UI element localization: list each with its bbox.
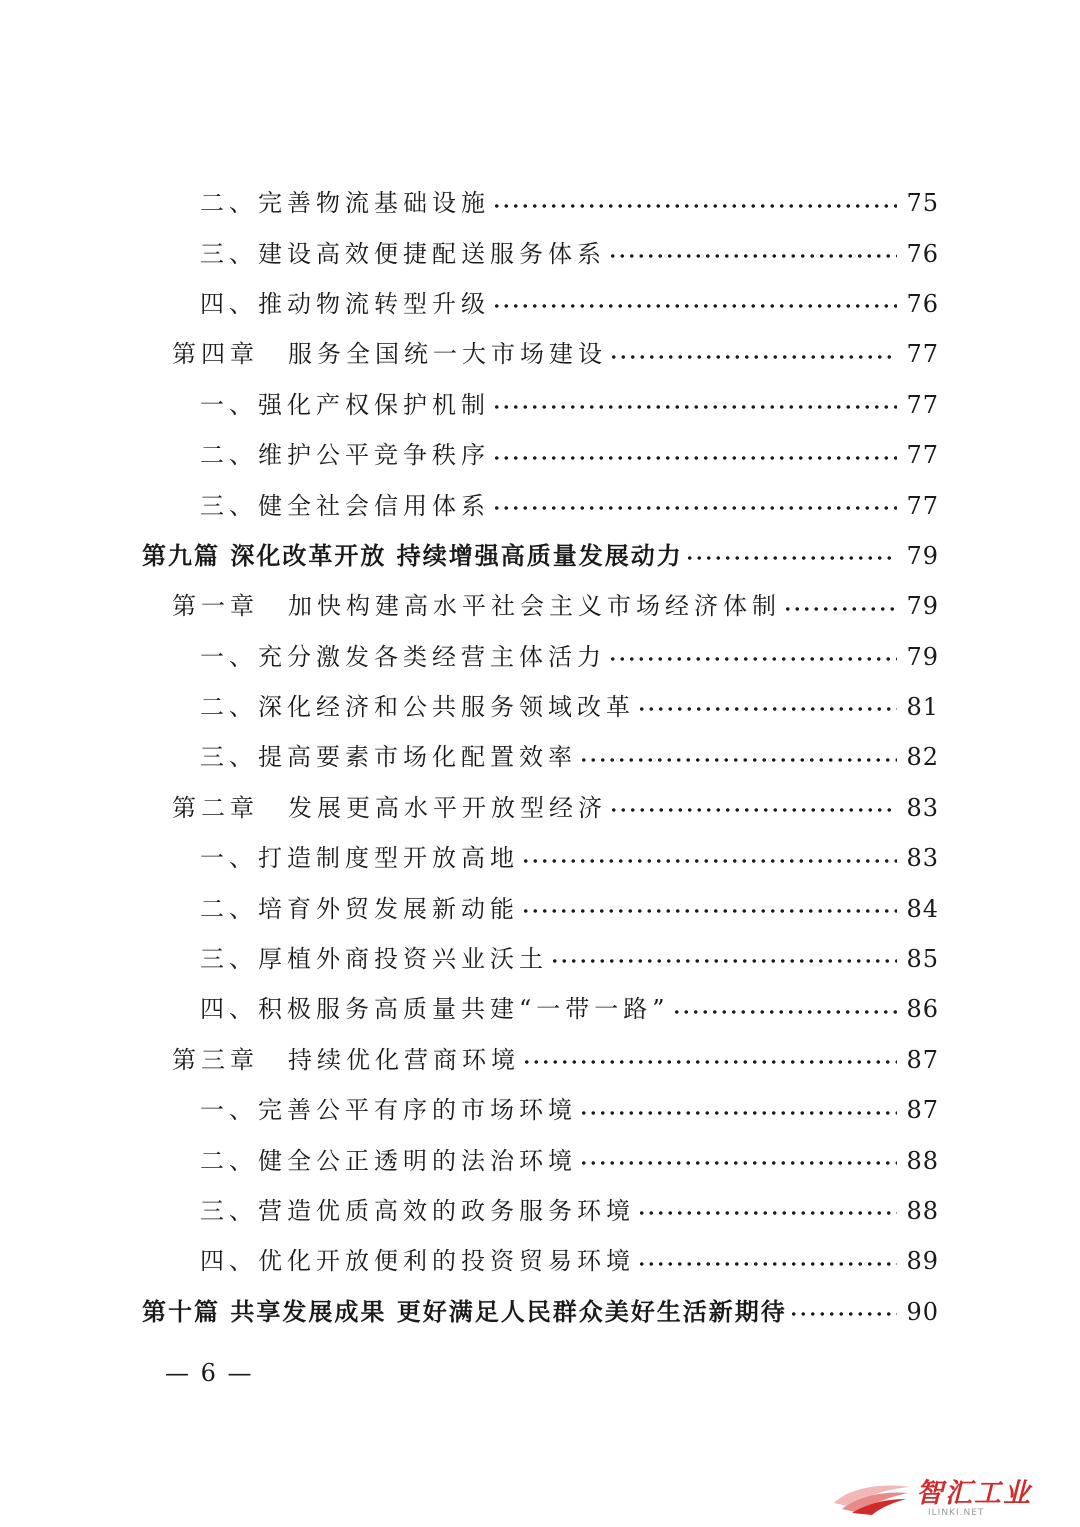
- toc-chapter-entry: [0, 329, 1080, 379]
- dot-leader: [637, 682, 897, 732]
- dot-leader: [783, 581, 897, 631]
- toc-entry: [0, 833, 1080, 883]
- toc-entry-page: 77: [906, 340, 939, 369]
- watermark-brand-text: 智汇工业: [916, 1478, 1032, 1509]
- toc-entry-page: 75: [906, 189, 939, 218]
- toc-chapter-entry: [0, 1035, 1080, 1085]
- dot-leader: [609, 783, 897, 833]
- toc-entry-page: 88: [906, 1197, 939, 1225]
- toc-entry: [0, 178, 1080, 228]
- toc-entry-page: 88: [906, 1146, 939, 1175]
- toc-chapter-entry: [0, 581, 1080, 631]
- toc-entry-title: 第一章 加快构建高水平社会主义市场经济体制: [172, 592, 781, 621]
- toc-entry-title: 三、厚植外商投资兴业沃土: [200, 945, 548, 974]
- toc-entry: [0, 480, 1080, 530]
- toc-entry-title: 一、充分激发各类经营主体活力: [200, 642, 606, 671]
- toc-entry-title: 二、深化经济和公共服务领域改革: [200, 693, 635, 722]
- toc-entry-title: 二、维护公平竞争秩序: [200, 441, 490, 470]
- toc-entry-page: 76: [906, 289, 939, 318]
- dot-leader: [579, 1085, 897, 1135]
- toc-entry: [0, 430, 1080, 480]
- dot-leader: [579, 1136, 897, 1186]
- toc-entry-title: 三、提高要素市场化配置效率: [200, 743, 577, 772]
- dot-leader: [550, 934, 897, 984]
- toc-entry-page: 85: [906, 945, 939, 974]
- toc-entry-title: 三、建设高效便捷配送服务体系: [200, 239, 606, 268]
- dot-leader: [685, 531, 897, 581]
- dot-leader: [492, 279, 897, 329]
- toc-entry-title: 四、积极服务高质量共建“一带一路”: [200, 995, 670, 1024]
- toc-entry-page: 79: [906, 592, 939, 621]
- toc-entry: [0, 632, 1080, 682]
- toc-entry: [0, 682, 1080, 732]
- toc-entry-title: 二、培育外贸发展新动能: [200, 894, 519, 923]
- toc-part-entry: [0, 1287, 1080, 1337]
- toc-entry: [0, 732, 1080, 782]
- toc-entry-title: 第十篇 共享发展成果 更好满足人民群众美好生活新期待: [142, 1297, 787, 1326]
- page-number: — 6 —: [165, 1359, 254, 1387]
- toc-entry-title: 四、优化开放便利的投资贸易环境: [200, 1247, 635, 1276]
- watermark-url-text: ILINKI.NET: [928, 1508, 985, 1518]
- toc-entry-page: 77: [906, 390, 939, 419]
- dot-leader: [579, 732, 897, 782]
- dot-leader: [492, 178, 897, 228]
- dot-leader: [789, 1287, 897, 1337]
- dot-leader: [608, 632, 897, 682]
- toc-chapter-entry: [0, 783, 1080, 833]
- toc-entry-page: 76: [906, 239, 939, 268]
- toc-entry-page: 86: [906, 995, 939, 1024]
- toc-entry: [0, 934, 1080, 984]
- toc-entry-page: 84: [906, 894, 939, 923]
- toc-entry-title: 四、推动物流转型升级: [200, 289, 490, 318]
- dot-leader: [521, 884, 897, 934]
- dot-leader: [492, 481, 897, 531]
- toc-entry-title: 第二章 发展更高水平开放型经济: [172, 793, 607, 822]
- toc-entry-page: 81: [906, 693, 939, 722]
- dot-leader: [522, 1035, 897, 1085]
- dot-leader: [492, 430, 897, 480]
- dot-leader: [672, 984, 897, 1034]
- toc-entry-page: 79: [906, 642, 939, 671]
- toc-entry-page: 77: [906, 441, 939, 470]
- toc-entry-title: 一、完善公平有序的市场环境: [200, 1096, 577, 1125]
- toc-entry: [0, 1135, 1080, 1185]
- toc-entry-title: 第四章 服务全国统一大市场建设: [172, 340, 607, 369]
- swoosh-icon: [832, 1481, 912, 1517]
- dot-leader: [637, 1236, 897, 1286]
- toc-entry-title: 一、强化产权保护机制: [200, 390, 490, 419]
- toc-entry-page: 82: [906, 743, 939, 772]
- toc-entry: [0, 380, 1080, 430]
- toc-entry: [0, 1236, 1080, 1286]
- toc-entry-page: 89: [906, 1247, 939, 1276]
- toc-entry-page: 79: [906, 541, 939, 570]
- dot-leader: [521, 833, 897, 883]
- dot-leader: [637, 1186, 897, 1236]
- dot-leader: [608, 229, 897, 279]
- toc-entry-title: 二、健全公正透明的法治环境: [200, 1146, 577, 1175]
- toc-part-entry: [0, 531, 1080, 581]
- toc-entry: [0, 279, 1080, 329]
- toc-entry-page: 90: [906, 1297, 939, 1326]
- toc-entry: [0, 883, 1080, 933]
- toc-entry-title: 一、打造制度型开放高地: [200, 844, 519, 873]
- toc-entry-title: 二、完善物流基础设施: [200, 189, 490, 218]
- dot-leader: [492, 380, 897, 430]
- toc-entry-title: 三、营造优质高效的政务服务环境: [200, 1197, 635, 1225]
- toc-entry-title: 第九篇 深化改革开放 持续增强高质量发展动力: [142, 541, 683, 570]
- dot-leader: [609, 329, 897, 379]
- toc-entry-page: 83: [906, 844, 939, 873]
- toc-entry-title: 第三章 持续优化营商环境: [172, 1045, 520, 1074]
- toc-entry: [0, 984, 1080, 1034]
- table-of-contents: [0, 178, 1080, 1337]
- toc-entry-page: 77: [906, 491, 939, 520]
- toc-entry: [0, 1085, 1080, 1135]
- watermark-logo: [832, 1479, 1054, 1521]
- toc-entry-page: 87: [906, 1045, 939, 1074]
- toc-entry-title: 三、健全社会信用体系: [200, 491, 490, 520]
- toc-entry-page: 83: [906, 793, 939, 822]
- toc-entry: [0, 228, 1080, 278]
- toc-entry: [0, 1186, 1080, 1236]
- toc-entry-page: 87: [906, 1096, 939, 1125]
